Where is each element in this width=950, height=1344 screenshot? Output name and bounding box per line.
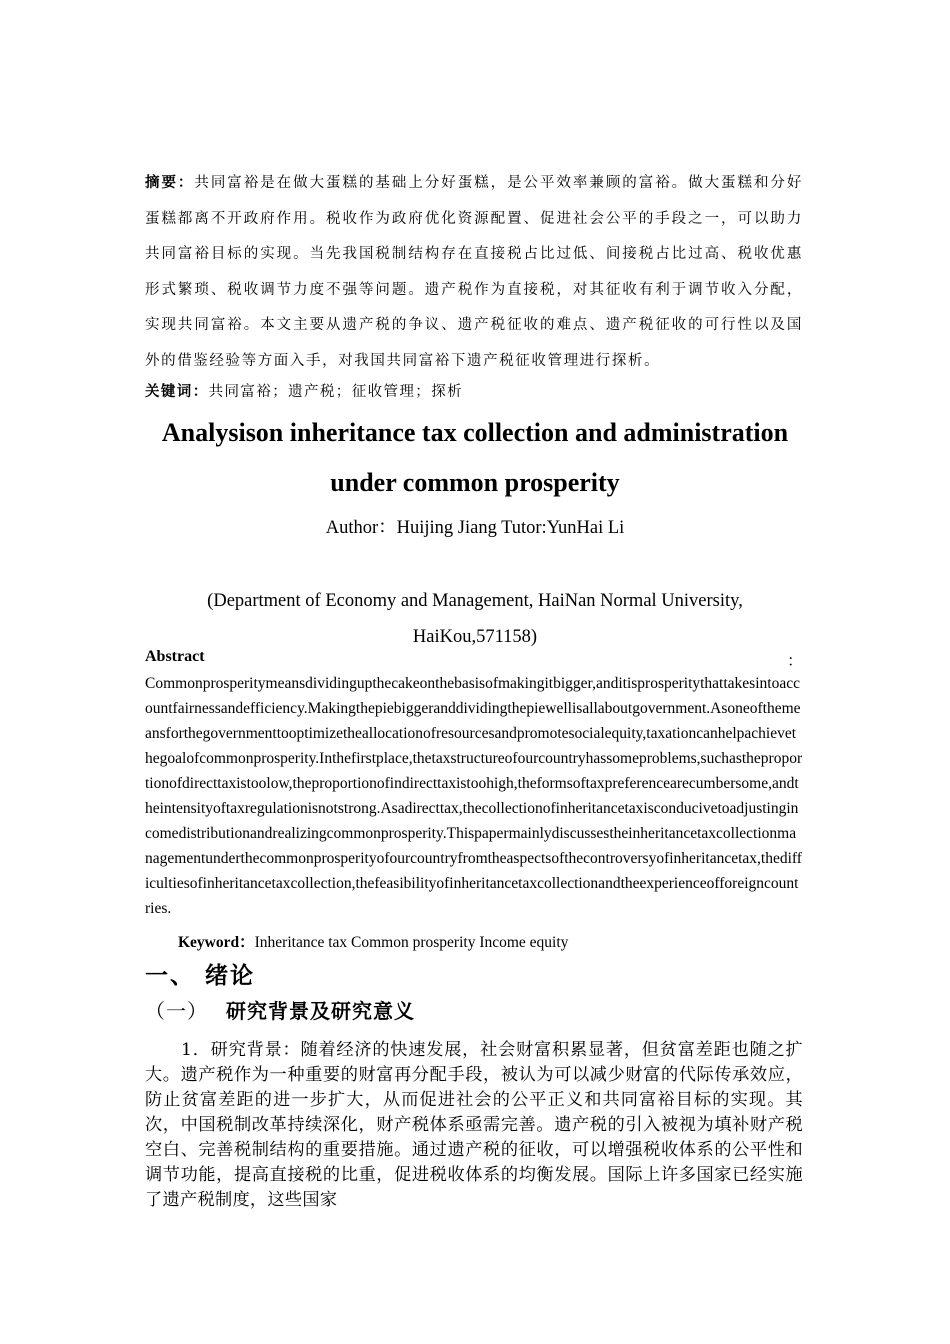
keywords-en-text: Inheritance tax Common prosperity Income equity xyxy=(254,934,569,951)
abstract-cn xyxy=(145,165,803,379)
keywords-en xyxy=(178,930,803,952)
abstract-en-colon: ： xyxy=(786,653,803,670)
abstract-en-text: Commonprosperitymeansdividingupthecakeonthebasisofmakingitbigger,anditisprosperitythattakesintoaccountfairnessandefficiency.Makingthepiebiggeranddividingthepiewellisallaboutgovernment.Asoneofthemeansforthegovernmenttooptimizetheallocationofresourcesandpromotesocialequity,taxationcanhelpachievethegoalofcommonprosperity.Inthefirstplace,thetaxstructureofourcountryhassomeproblems,suchastheproportionofdirecttaxistoolow,theproportionofindirecttaxistoohigh,theformsoftaxpreferencearecumbersome,andtheintensityoftaxregulationisnotstrong.Asadirecttax,thecollectionofinheritancetaxisconducivetoadjustingincomedistributionandrealizingcommonprosperity.Thispapermainlydiscussestheinheritancetaxcollectionmanagementunderthecommonprosperityofourcountryfromtheaspectsofthecontroversyofinheritancetax,thedifficultiesofinheritancetaxcollection,thefeasibilityofinheritancetaxcollectionandtheexperienceofforeigncountries. xyxy=(145,675,803,917)
abstract-cn-text: 共同富裕是在做大蛋糕的基础上分好蛋糕，是公平效率兼顾的富裕。做大蛋糕和分好蛋糕都离不开政府作用。税收作为政府优化资源配置、促进社会公平的手段之一，可以助力共同富裕目标的实现。当先我国税制结构存在直接税占比过低、间接税占比过高、税收优惠形式繁琐、税收调节力度不强等问题。遗产税作为直接税，对其征收有利于调节收入分配，实现共同富裕。本文主要从遗产税的争议、遗产税征收的难点、遗产税征收的可行性以及国外的借鉴经验等方面入手，对我国共同富裕下遗产税征收管理进行探析。 xyxy=(145,175,803,369)
section-heading-1-1 xyxy=(145,995,415,1024)
section-number: （一） xyxy=(145,999,208,1023)
keywords-en-label: Keyword： xyxy=(178,934,255,951)
keywords-cn-text: 共同富裕；遗产税；征收管理；探析 xyxy=(208,384,464,400)
department xyxy=(120,583,830,655)
abstract-cn-label: 摘要： xyxy=(145,174,195,191)
keywords-cn-label: 关键词： xyxy=(145,383,209,400)
abstract-en-label: Abstract xyxy=(145,648,205,665)
section-heading-1: 一、 绪论 xyxy=(145,962,256,989)
department-line-2: HaiKou,571158) xyxy=(412,627,538,647)
author-line: Author：Huijing Jiang Tutor:YunHai Li xyxy=(325,518,625,538)
section-title: 研究背景及研究意义 xyxy=(226,999,415,1023)
abstract-en-heading xyxy=(145,648,803,671)
department-line-1: (Department of Economy and Management, HaiNan Normal University, xyxy=(207,591,743,611)
body-paragraph: 1．研究背景：随着经济的快速发展，社会财富积累显著，但贫富差距也随之扩大。遗产税作为一种重要的财富再分配手段，被认为可以减少财富的代际传承效应，防止贫富差距的进一步扩大，从而促进社会的公平正义和共同富裕目标的实现。其次，中国税制改革持续深化，财产税体系亟需完善。遗产税的引入被视为填补财产税空白、完善税制结构的重要措施。通过遗产税的征收，可以增强税收体系的公平性和调节功能，提高直接税的比重，促进税收体系的均衡发展。国际上许多国家已经实施了遗产税制度，这些国家 xyxy=(145,1040,803,1210)
title-line-2: under common prosperity xyxy=(330,468,620,497)
title-line-1: Analysison inheritance tax collection and administration xyxy=(161,418,789,447)
paper-title-en xyxy=(120,408,830,508)
keywords-cn xyxy=(145,378,803,406)
